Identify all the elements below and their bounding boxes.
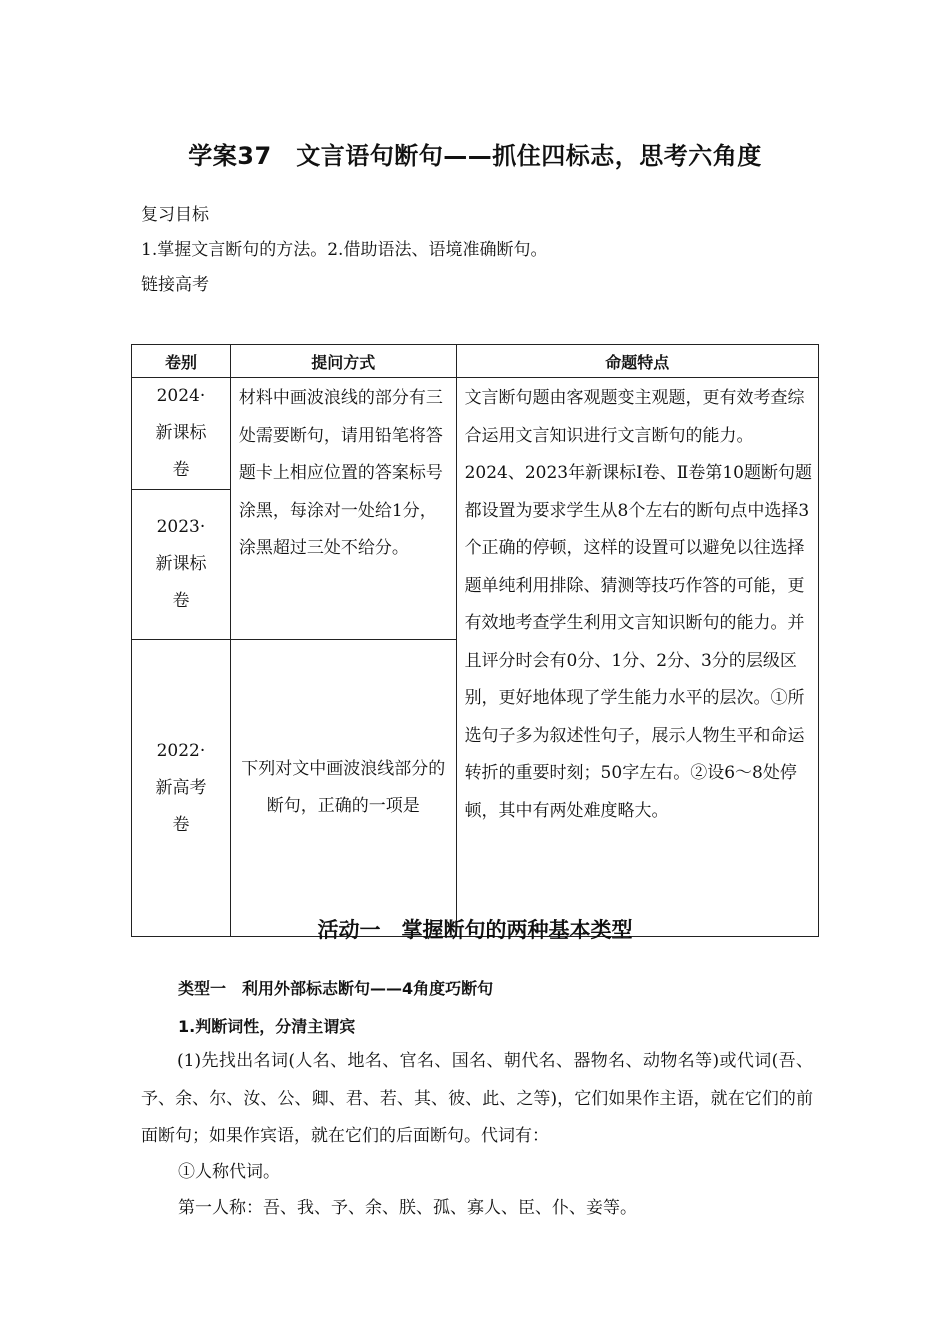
question-style-2022: 下列对文中画波浪线部分的断句，正确的一项是 [230,640,456,937]
exam-table [131,344,819,937]
list-item-2: 第一人称：吾、我、予、余、朕、孤、寡人、臣、仆、妾等。 [178,1198,637,1218]
page-title: 学案37 文言语句断句——抓住四标志，思考六角度 [188,142,762,170]
review-goal-label: 复习目标 [141,205,209,225]
paragraph-1: (1)先找出名词(人名、地名、官名、国名、朝代名、器物名、动物名等)或代词(吾、予、余、尔、汝、公、卿、君、若、其、彼、此、之等)，它们如果作主语，就在它们的前面断句；如果作宾语，就在它们的后面断句。代词有： [141,1051,813,1146]
table-header-row [132,345,819,378]
type-heading: 类型一 利用外部标志断句——4角度巧断句 [178,979,494,998]
header-exam: 卷别 [132,345,231,378]
list-item-1: ①人称代词。 [178,1162,280,1182]
features-cell: 文言断句题由客观题变主观题，更有效考查综合运用文言知识进行文言断句的能力。2024、2023年新课标Ⅰ卷、Ⅱ卷第10题断句题都设置为要求学生从8个左右的断句点中选择3个正确的停顿，这样的设置可以避免以往选择题单纯利用排除、猜测等技巧作答的可能，更有效地考查学生利用文言知识断句的能力。并且评分时会有0分、1分、2分、3分的层级区别，更好地体现了学生能力水平的层次。①所选句子多为叙述性句子，展示人物生平和命运转折的重要时刻；50字左右。②设6～8处停顿，其中有两处难度略大。 [456,378,818,937]
exam-2022: 2022·新高考卷 [132,640,231,937]
header-question-style: 提问方式 [230,345,456,378]
question-style-2023-2024: 材料中画波浪线的部分有三处需要断句，请用铅笔将答题卡上相应位置的答案标号涂黑，每涂对一处给1分，涂黑超过三处不给分。 [230,378,456,640]
sub-heading: 1.判断词性，分清主谓宾 [178,1017,356,1036]
link-gaokao-label: 链接高考 [141,275,209,295]
activity-heading: 活动一 掌握断句的两种基本类型 [317,918,633,942]
table-row [132,378,819,490]
exam-2024: 2024·新课标卷 [132,378,231,490]
exam-2023: 2023·新课标卷 [132,490,231,640]
header-features: 命题特点 [456,345,818,378]
review-goal-text: 1.掌握文言断句的方法。2.借助语法、语境准确断句。 [141,240,548,260]
